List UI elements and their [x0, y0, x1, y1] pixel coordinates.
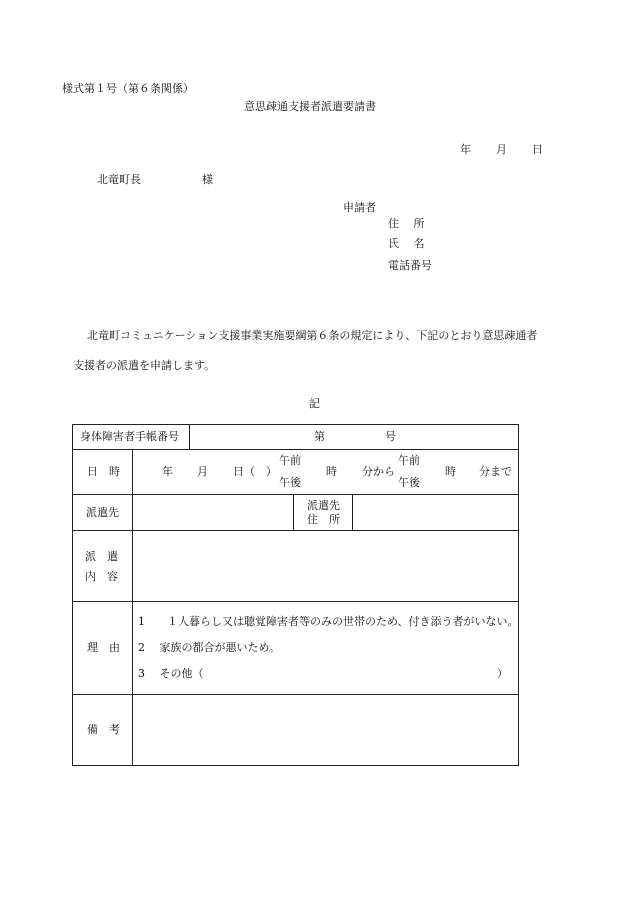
techo-value-cell[interactable]: [190, 425, 519, 450]
body-line-2: 支援者の派遣を申請します。: [73, 359, 216, 372]
reason-row: [73, 602, 519, 695]
body-line-1: 北竜町コミュニケーション支援事業実施要綱第６条の規定により、下記のとおり意思疎通者: [87, 329, 538, 342]
datetime-row: [73, 450, 519, 495]
remarks-label: 備 考: [87, 723, 120, 736]
destination-address-label-2: 住 所: [307, 513, 340, 526]
destination-value-cell[interactable]: [133, 495, 294, 531]
content-label-cell: [73, 531, 133, 602]
request-form-table: [72, 424, 519, 766]
reason-label-cell: [73, 602, 133, 695]
destination-label: 派遣先: [86, 506, 119, 519]
content-row: [73, 531, 519, 602]
dt-year: 年: [162, 465, 173, 478]
dt-hour-2: 時: [445, 465, 456, 478]
techo-dai-label: 第: [314, 430, 325, 443]
applicant-name-label: 氏 名: [388, 237, 425, 250]
remarks-value-cell[interactable]: [133, 695, 519, 766]
reason-option-3-close-paren: ）: [497, 667, 508, 680]
reason-option-2[interactable]: 2 家族の都合が悪いため。: [138, 641, 281, 654]
content-label-2: 内 容: [85, 570, 118, 583]
document-title: 意思疎通支援者派遣要請書: [244, 100, 376, 113]
destination-address-label-cell: [294, 495, 353, 531]
form-number: 様式第１号（第６条関係）: [62, 82, 194, 95]
reason-option-1[interactable]: 1 １人暮らし又は聴覚障害者等のみの世帯のため、付き添う者がいない。: [138, 615, 519, 628]
destination-label-cell: [73, 495, 133, 531]
techo-row: [73, 425, 519, 450]
techo-label: 身体障害者手帳番号: [80, 430, 179, 443]
reason-label: 理 由: [87, 641, 120, 654]
dt-am-2: 午前: [398, 454, 420, 467]
dt-min-from: 分から: [362, 465, 395, 478]
remarks-label-cell: [73, 695, 133, 766]
dt-day-weekday: 日（ ）: [233, 465, 277, 478]
dt-pm-2: 午後: [398, 476, 420, 489]
datetime-label: 日 時: [87, 465, 120, 478]
datetime-label-cell: [73, 450, 133, 495]
datetime-value-cell[interactable]: [133, 450, 519, 495]
techo-label-cell: [73, 425, 190, 450]
applicant-label: 申請者: [343, 201, 376, 214]
reason-options-cell: [133, 602, 519, 695]
addressee-name: 北竜町長: [97, 173, 141, 186]
dt-hour-1: 時: [326, 465, 337, 478]
destination-row: [73, 495, 519, 531]
addressee-honorific: 様: [202, 173, 213, 186]
dt-pm-1: 午後: [279, 476, 301, 489]
remarks-row: [73, 695, 519, 766]
destination-address-value-cell[interactable]: [353, 495, 519, 531]
dt-month: 月: [197, 465, 208, 478]
dt-min-until: 分まで: [479, 465, 512, 478]
content-label-1: 派 遣: [85, 550, 118, 563]
destination-address-label-1: 派遣先: [307, 499, 340, 512]
dt-am-1: 午前: [279, 454, 301, 467]
applicant-address-label: 住 所: [388, 217, 425, 230]
date-year-label: 年: [460, 143, 471, 156]
techo-go-label: 号: [385, 430, 396, 443]
date-month-label: 月: [496, 143, 507, 156]
reason-option-3[interactable]: 3 その他（: [138, 667, 204, 680]
content-value-cell[interactable]: [133, 531, 519, 602]
ki-heading: 記: [309, 397, 320, 410]
applicant-phone-label: 電話番号: [388, 259, 432, 272]
date-day-label: 日: [532, 143, 543, 156]
